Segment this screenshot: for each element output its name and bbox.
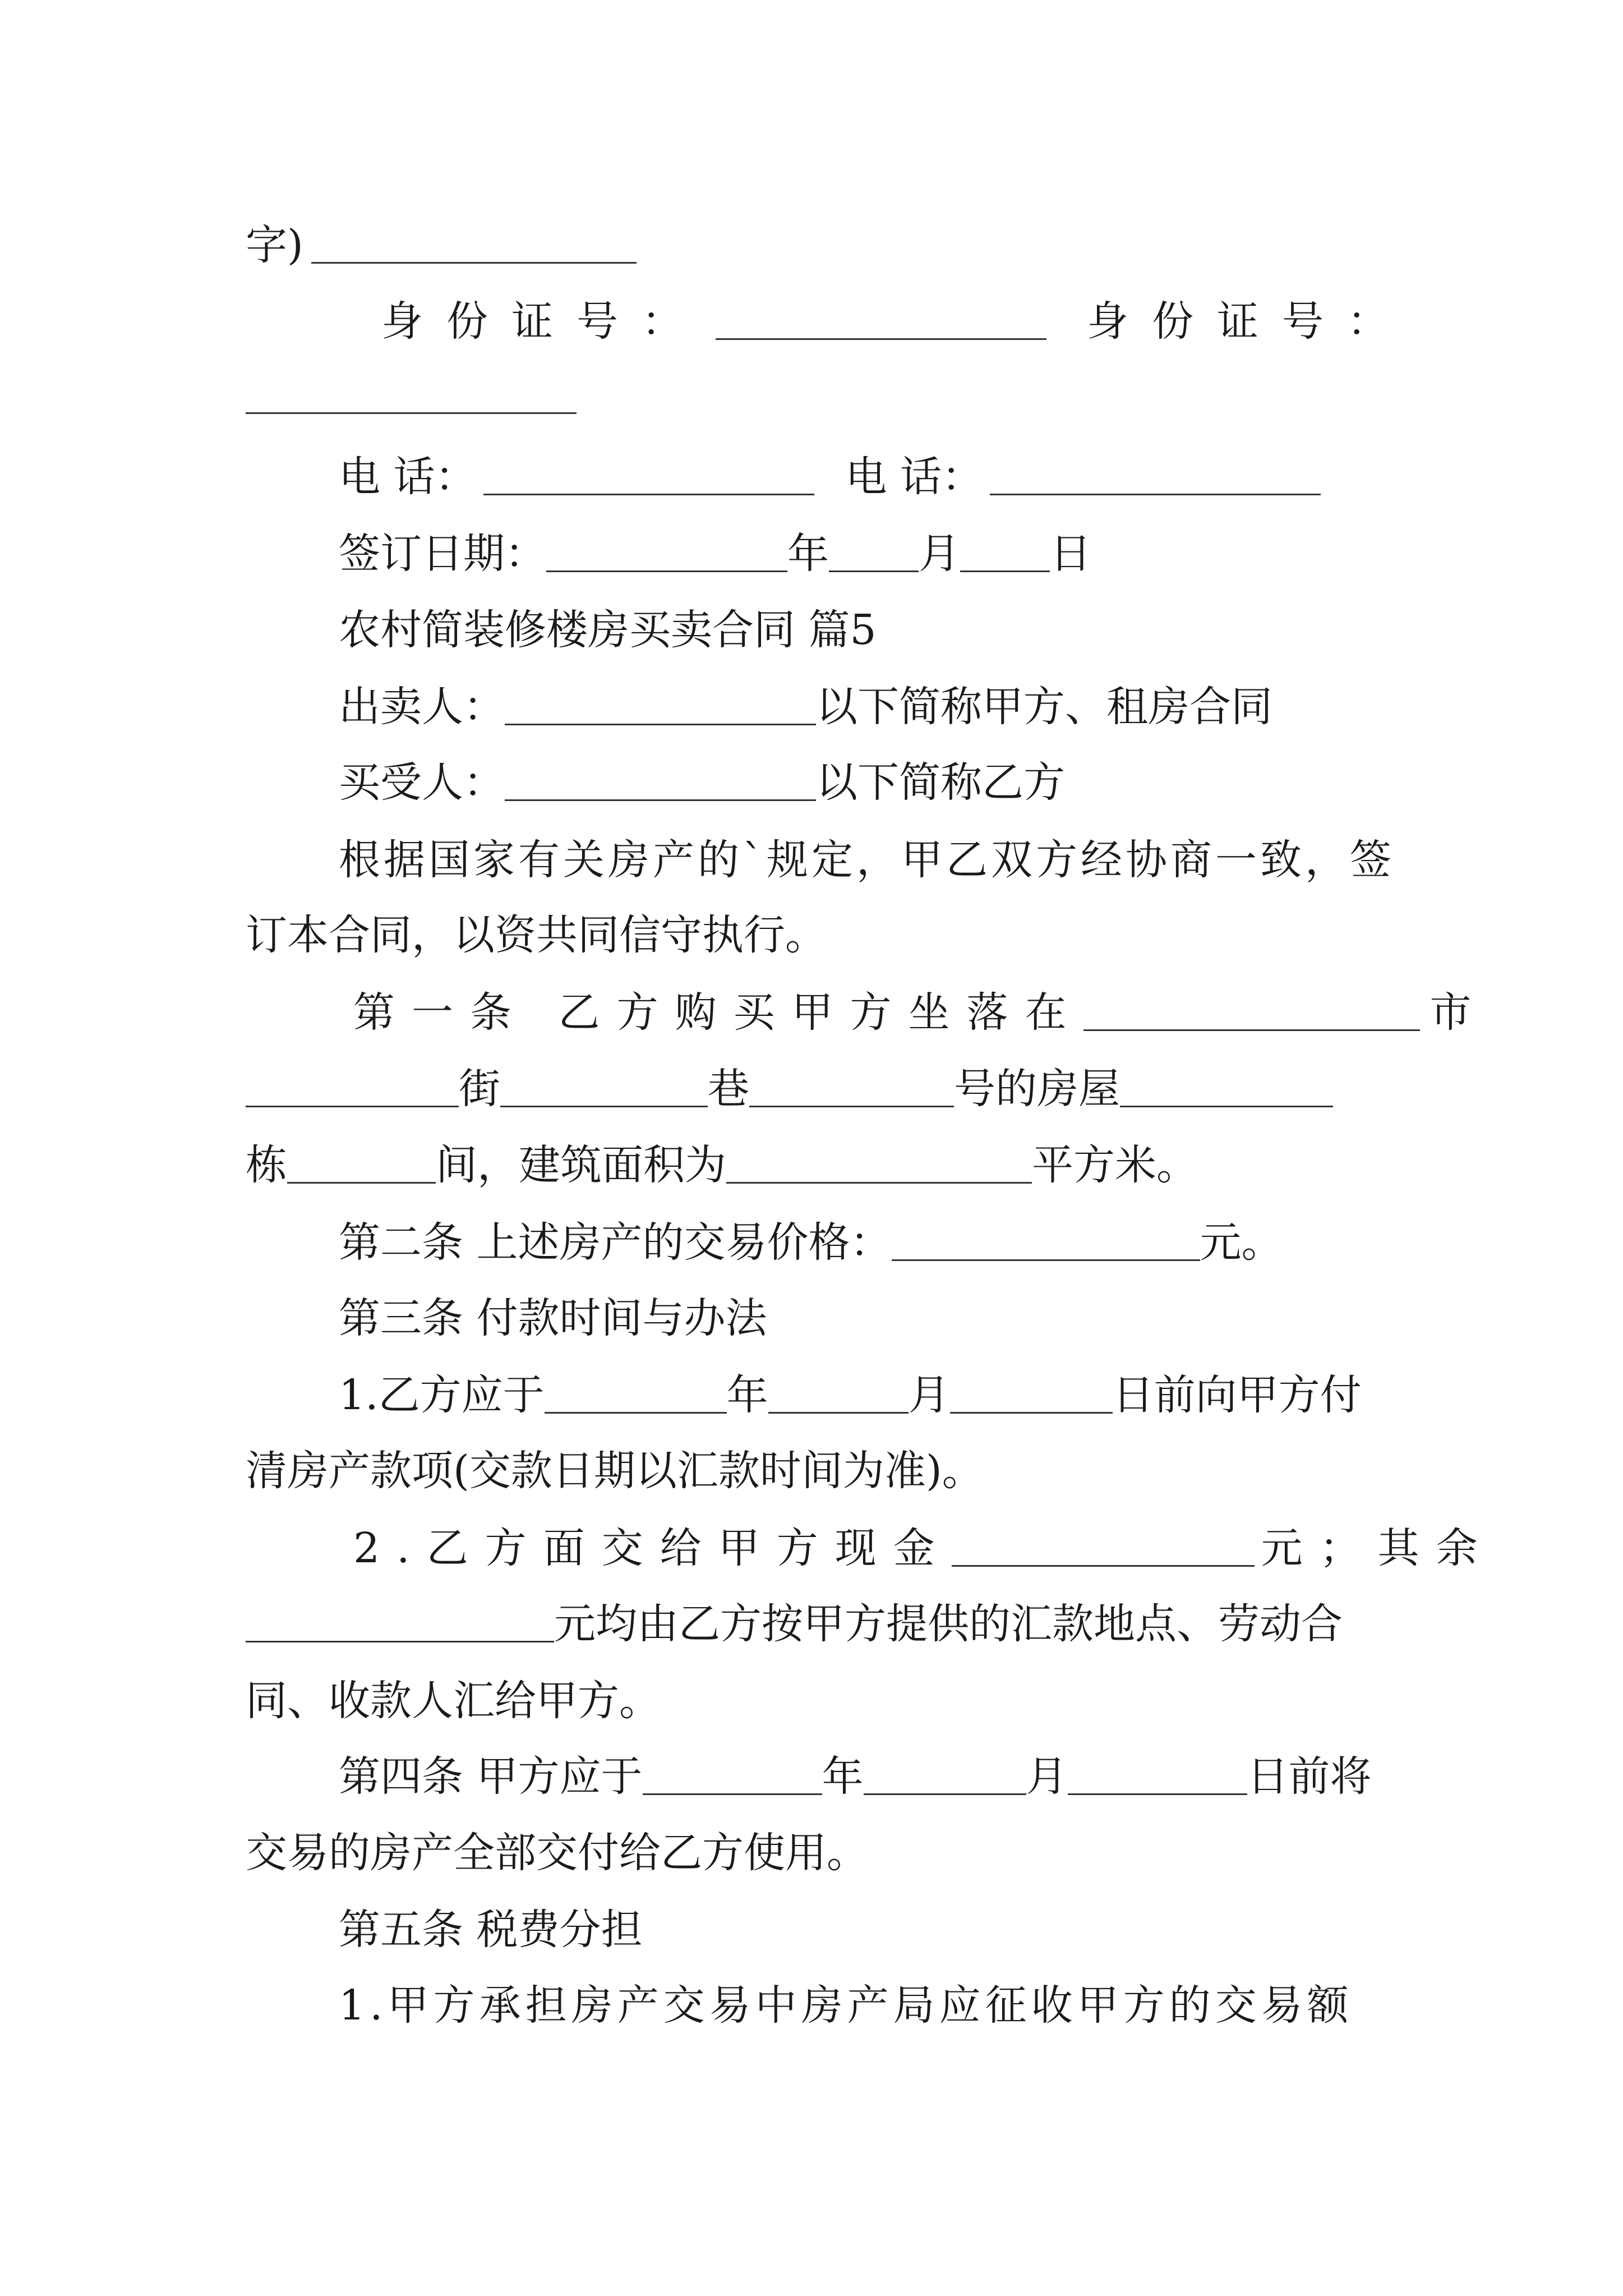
- text-fragment: 年: [822, 1752, 864, 1801]
- article-3-label: 第三条 付款时间与办法: [339, 1294, 767, 1342]
- text-line: [339, 1364, 1362, 1426]
- text-line: [339, 676, 1272, 738]
- text-fragment: 元。: [1200, 1218, 1283, 1267]
- blank-underline: [960, 529, 1050, 572]
- blank-underline: [505, 758, 816, 801]
- section-heading: [339, 599, 877, 661]
- sign-date-label: 签订日期：: [339, 530, 546, 578]
- blank-underline: [505, 682, 816, 725]
- text-fragment: 月: [919, 530, 960, 578]
- blank-underline: [950, 1370, 1113, 1414]
- contract-title: 农村简装修楼房买卖合同 篇5: [339, 606, 877, 654]
- article-1-label: 第一条 乙方购买甲方坐落在: [353, 988, 1083, 1037]
- blank-underline: [749, 1064, 954, 1107]
- paragraph-text: 清房产款项(交款日期以汇款时间为准)。: [246, 1447, 984, 1495]
- section-heading: [339, 1287, 767, 1349]
- paragraph-text: 交易的房产全部交付给乙方使用。: [246, 1829, 868, 1877]
- text-line: [339, 829, 1395, 891]
- id-number-label: 身份证号：: [381, 297, 707, 346]
- text-fragment: 月: [1026, 1752, 1068, 1801]
- id-number-label: 身份证号：: [1087, 297, 1412, 346]
- text-fragment: 年: [726, 1371, 768, 1419]
- blank-underline: [716, 297, 1046, 340]
- article-2-label: 第二条 上述房产的交易价格：: [339, 1218, 892, 1267]
- article-5-label: 第五条 税费分担: [339, 1906, 643, 1954]
- blank-underline: [892, 1218, 1200, 1261]
- blank-underline: [1120, 1064, 1333, 1107]
- blank-underline: [546, 529, 787, 572]
- text-fragment: 2.乙方面交给甲方现金: [353, 1524, 952, 1572]
- phone-label: 电 话：: [845, 453, 984, 501]
- text-line: [381, 291, 1412, 352]
- text-fragment: 街: [459, 1065, 500, 1113]
- blank-underline: [545, 1370, 727, 1414]
- blank-underline: [829, 529, 919, 572]
- blank-underline: [952, 1524, 1255, 1567]
- paragraph-text: 同、收款人汇给甲方。: [246, 1677, 661, 1725]
- phone-label: 电 话：: [339, 453, 477, 501]
- text-fragment: 号的房屋: [954, 1065, 1120, 1113]
- text-line: [353, 982, 1472, 1043]
- paragraph-text: 根据国家有关房产的`规定，甲乙双方经协商一致，签: [339, 836, 1395, 884]
- article-4-label: 第四条 甲方应于: [339, 1752, 643, 1801]
- text-fragment: 1.乙方应于: [339, 1371, 545, 1419]
- text-line: [246, 365, 577, 426]
- text-line: [246, 1670, 661, 1732]
- text-line: [339, 1212, 1283, 1273]
- blank-underline: [500, 1064, 708, 1107]
- text-fragment: 巷: [708, 1065, 749, 1113]
- text-line: [246, 1822, 868, 1884]
- blank-underline: [990, 452, 1321, 495]
- section-heading: [339, 1899, 643, 1961]
- text-line: [246, 1440, 984, 1502]
- blank-underline: [246, 371, 577, 414]
- text-line: [339, 1975, 1353, 2036]
- text-line: [339, 752, 1065, 813]
- blank-underline: [864, 1752, 1026, 1795]
- text-fragment: 日前将: [1247, 1752, 1372, 1801]
- text-line: [246, 1134, 1198, 1196]
- text-fragment: 元；其余: [1261, 1524, 1495, 1572]
- buyer-label: 买受人：: [339, 758, 505, 807]
- blank-underline: [768, 1370, 909, 1414]
- blank-underline: [643, 1752, 822, 1795]
- text-line: [339, 523, 1091, 585]
- text-fragment: 市: [1430, 988, 1472, 1037]
- text-line: [246, 904, 827, 966]
- blank-underline: [1068, 1752, 1247, 1795]
- text-fragment: 年: [787, 530, 829, 578]
- text-fragment: 日前向甲方付: [1112, 1371, 1362, 1419]
- text-fragment: 平方米。: [1032, 1141, 1198, 1189]
- text-line: [339, 1746, 1372, 1807]
- blank-underline: [246, 1599, 554, 1642]
- text-line: [246, 214, 637, 276]
- text-fragment: 以下简称甲方、租房合同: [816, 683, 1272, 731]
- text-fragment: 月: [908, 1371, 950, 1419]
- text-fragment: 以下简称乙方: [816, 758, 1065, 807]
- blank-underline: [726, 1140, 1032, 1184]
- blank-underline: [311, 220, 637, 264]
- paragraph-text: 1.甲方承担房产交易中房产局应征收甲方的交易额: [339, 1981, 1353, 2030]
- text-line: [339, 446, 1321, 508]
- text-fragment: 字): [246, 221, 303, 269]
- blank-underline: [287, 1140, 436, 1184]
- blank-underline: [483, 452, 814, 495]
- seller-label: 出卖人：: [339, 683, 505, 731]
- text-fragment: 栋: [246, 1141, 287, 1189]
- blank-underline: [1083, 988, 1420, 1031]
- text-fragment: 日: [1050, 530, 1091, 578]
- text-fragment: 间，建筑面积为: [436, 1141, 726, 1189]
- text-fragment: 元均由乙方按甲方提供的汇款地点、劳动合: [554, 1600, 1343, 1648]
- text-line: [246, 1593, 1343, 1655]
- text-line: [353, 1517, 1495, 1579]
- paragraph-text: 订本合同，以资共同信守执行。: [246, 911, 827, 959]
- text-line: [246, 1058, 1333, 1120]
- blank-underline: [246, 1064, 459, 1107]
